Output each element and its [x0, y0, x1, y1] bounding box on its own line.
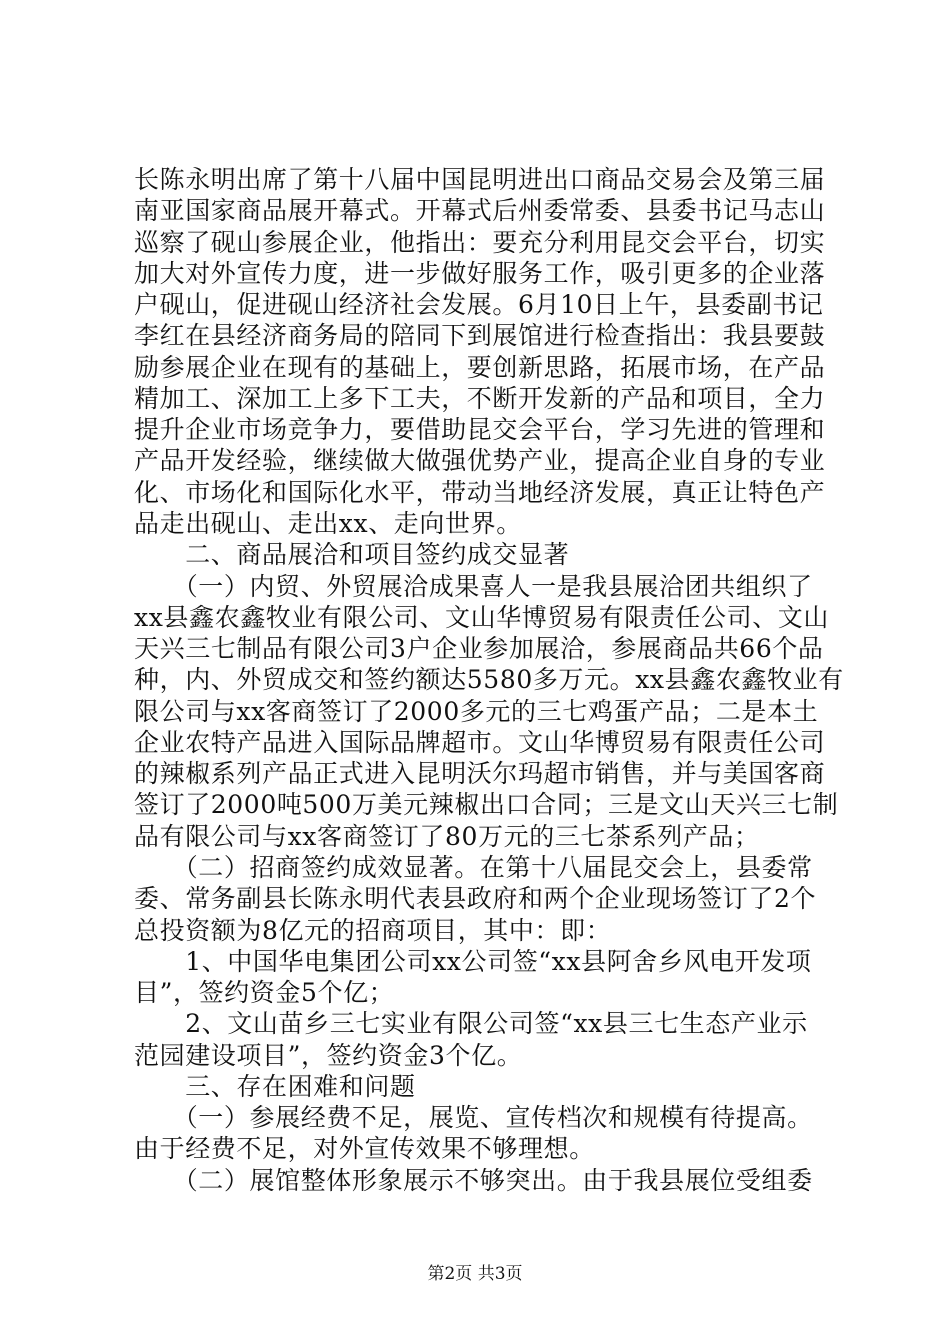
body-text-line: 励参展企业在现有的基础上，要创新思路，拓展市场，在产品 [134, 353, 826, 382]
body-text-line: 户砚山，促进砚山经济社会发展。6月10日上午，县委副书记 [134, 290, 824, 319]
body-text-line: （二）招商签约成效显著。在第十八届昆交会上，县委常 [134, 853, 813, 882]
body-text-line: （一）内贸、外贸展洽成果喜人一是我县展洽团共组织了 [134, 572, 813, 601]
page-footer: 第2页 共3页 [427, 1264, 523, 1284]
body-text-line: 化、市场化和国际化水平，带动当地经济发展，真正让特色产 [134, 478, 826, 507]
body-text-line: 的辣椒系列产品正式进入昆明沃尔玛超市销售，并与美国客商 [134, 759, 826, 788]
body-text-line: 由于经费不足，对外宣传效果不够理想。 [134, 1134, 595, 1163]
body-text-line: 1、中国华电集团公司xx公司签“xx县阿舍乡风电开发项 [134, 947, 812, 976]
body-text-line: 企业农特产品进入国际品牌超市。文山华博贸易有限责任公司 [134, 728, 826, 757]
body-text-line: 委、常务副县长陈永明代表县政府和两个企业现场签订了2个 [134, 884, 817, 913]
body-text-line: （一）参展经费不足，展览、宣传档次和规模有待提高。 [134, 1103, 813, 1132]
body-text-line: 范园建设项目”，签约资金3个亿。 [134, 1041, 523, 1070]
body-text-line: 提升企业市场竞争力，要借助昆交会平台，学习先进的管理和 [134, 415, 826, 444]
body-text-line: 品走出砚山、走出xx、走向世界。 [134, 509, 522, 538]
section-heading: 二、商品展洽和项目签约成交显著 [134, 540, 570, 569]
body-text-line: （二）展馆整体形象展示不够突出。由于我县展位受组委 [134, 1166, 813, 1195]
body-text-line: 加大对外宣传力度，进一步做好服务工作，吸引更多的企业落 [134, 259, 826, 288]
body-text-line: 巡察了砚山参展企业，他指出：要充分利用昆交会平台，切实 [134, 228, 826, 257]
body-text-line: xx县鑫农鑫牧业有限公司、文山华博贸易有限责任公司、文山 [134, 603, 830, 632]
body-text-line: 长陈永明出席了第十八届中国昆明进出口商品交易会及第三届 [134, 165, 826, 194]
section-heading: 三、存在困难和问题 [134, 1072, 416, 1101]
body-text-line: 精加工、深加工上多下工夫，不断开发新的产品和项目，全力 [134, 384, 826, 413]
body-text-line: 李红在县经济商务局的陪同下到展馆进行检查指出：我县要鼓 [134, 321, 826, 350]
body-text-line: 签订了2000吨500万美元辣椒出口合同；三是文山天兴三七制 [134, 790, 839, 819]
body-text-line: 天兴三七制品有限公司3户企业参加展洽，参展商品共66个品 [134, 634, 824, 663]
body-text-line: 目”，签约资金5个亿； [134, 978, 395, 1007]
body-text-line: 种，内、外贸成交和签约额达5580多万元。xx县鑫农鑫牧业有 [134, 665, 844, 694]
body-text-line: 2、文山苗乡三七实业有限公司签“xx县三七生态产业示 [134, 1009, 808, 1038]
body-text-line: 限公司与xx客商签订了2000多元的三七鸡蛋产品；二是本土 [134, 697, 819, 726]
body-text-line: 南亚国家商品展开幕式。开幕式后州委常委、县委书记马志山 [134, 196, 826, 225]
body-text-line: 产品开发经验，继续做大做强优势产业，提高企业自身的专业 [134, 446, 826, 475]
body-text-line: 品有限公司与xx客商签订了80万元的三七茶系列产品； [134, 822, 760, 851]
body-text-line: 总投资额为8亿元的招商项目，其中：即： [134, 916, 612, 945]
